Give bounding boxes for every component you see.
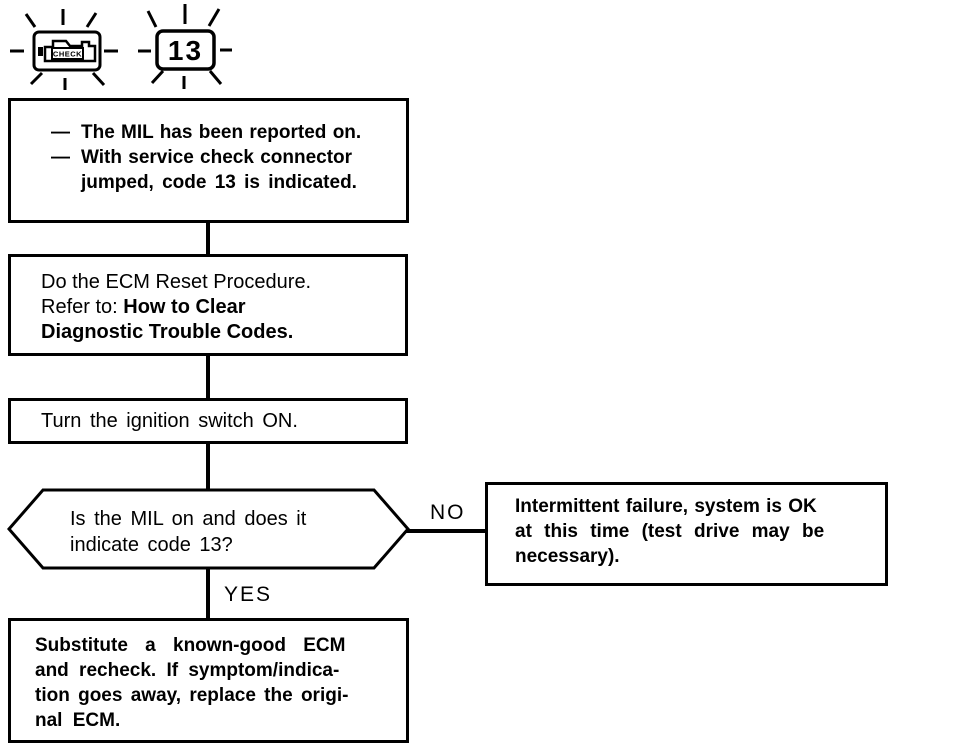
code-13-text: 13: [167, 35, 204, 66]
decision-line1: Is the MIL on and does it: [70, 508, 307, 530]
ignition-on-box: [8, 398, 408, 444]
intermittent-line2: at this time (test drive may be: [515, 521, 825, 542]
code-display-icon: [157, 31, 214, 69]
intermittent-line1: Intermittent failure, system is OK: [515, 496, 817, 517]
substitute-ecm-box: [8, 618, 409, 743]
substitute-line2: and recheck. If symptom/indica-: [35, 660, 340, 681]
no-branch-label: NO: [430, 501, 466, 524]
condition-text-continued: jumped, code 13 is indicated.: [81, 172, 357, 193]
start-condition-box: [8, 98, 409, 223]
condition-text: With service check connector: [81, 147, 353, 168]
intermittent-line3: necessary).: [515, 546, 620, 567]
dash-bullet: —: [51, 147, 70, 168]
ignition-text: Turn the ignition switch ON.: [41, 410, 298, 432]
reset-line2: [41, 295, 399, 320]
engine-exhaust-stub: [38, 47, 43, 56]
decision-question: [70, 506, 306, 558]
condition-item: [51, 120, 400, 145]
refer-to-text: Refer to:: [41, 296, 124, 318]
reset-line1: Do the ECM Reset Procedure.: [41, 271, 312, 293]
condition-text: The MIL has been reported on.: [81, 122, 362, 143]
clear-codes-ref-part1: How to Clear: [123, 296, 246, 318]
substitute-line3: tion goes away, replace the origi-: [35, 685, 349, 706]
substitute-line4: nal ECM.: [35, 710, 121, 731]
yes-branch-label: YES: [224, 583, 273, 606]
clear-codes-ref-part2: Diagnostic Trouble Codes.: [41, 321, 294, 343]
check-engine-mil-icon: [34, 32, 100, 70]
condition-item: [51, 145, 400, 170]
intermittent-failure-box: [485, 482, 888, 586]
ecm-reset-box: [8, 254, 408, 356]
mil-check-text: CHECK: [52, 49, 83, 59]
decision-line2: indicate code 13?: [70, 534, 233, 556]
dash-bullet: —: [51, 122, 70, 143]
substitute-line1: Substitute a known-good ECM: [35, 635, 346, 656]
